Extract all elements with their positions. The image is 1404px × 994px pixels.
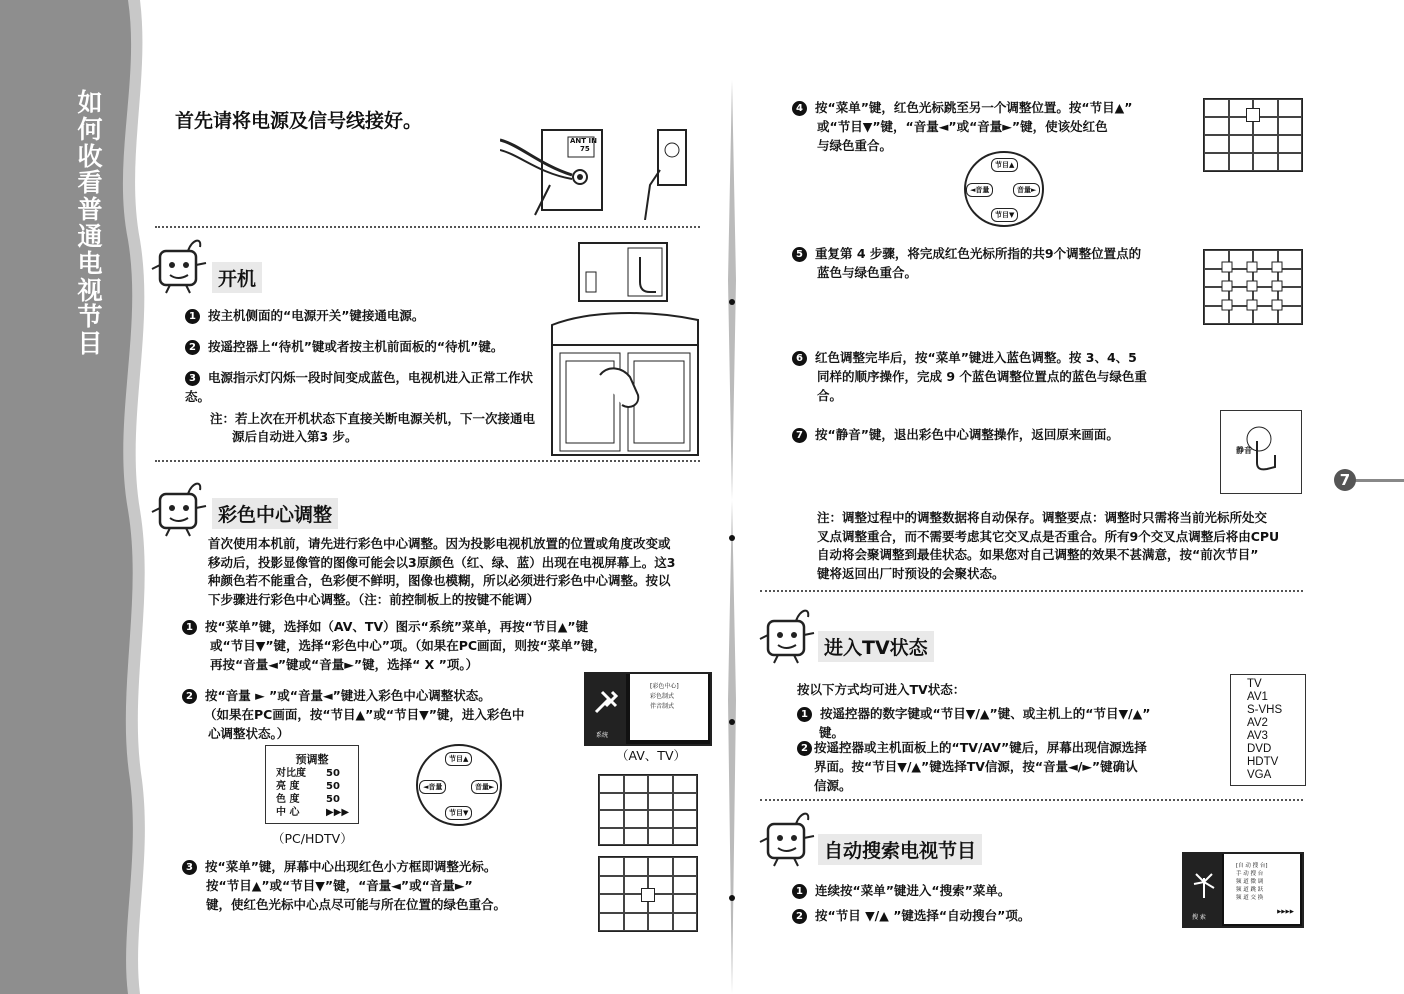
tv-mode-intro: 按以下方式均可进入TV状态： (797, 682, 966, 697)
power-step-2: 2 按遥控器上“待机”键或者按主机前面板的“待机”键。 (185, 337, 503, 356)
tv-cabinet-illustration (550, 305, 700, 460)
page-number-tab (1334, 469, 1404, 491)
source-item: HDTV (1247, 756, 1279, 768)
cursor-box (641, 888, 655, 902)
remote-dpad-illustration: 节目▲ 节目▼ ◄音量 音量► (963, 150, 1045, 228)
page-number: 7 (1334, 469, 1356, 491)
menu-item: [彩色中心] (650, 683, 679, 690)
sidebar-title-char: 收 (77, 141, 103, 171)
color-step-2: 2 按“音量 ► ”或“音量◄”键进入彩色中心调整状态。 （如果在PC画面，按“节目▲”或“节目▼”键，进入彩色中 心调整状态。） (182, 686, 524, 743)
menu-item: 频 道 交 换 (1236, 895, 1264, 901)
power-step-3: 3 电源指示灯闪烁一段时间变成蓝色，电视机进入正常工作状态。 (185, 370, 534, 404)
mascot-icon (758, 808, 818, 870)
mascot-icon (758, 605, 818, 667)
divider (760, 799, 1303, 801)
tools-icon (592, 688, 620, 716)
ant-label: ANT IN (570, 137, 597, 145)
tv-mode-step-2: 2 按遥控器或主机面板上的“TV/AV”键后，屏幕出现信源选择 界面。按“节目▼/▲”键选择TV信源，按“音量◄/►”键确认 信源。 (797, 738, 1147, 795)
search-menu-screen (1182, 852, 1304, 928)
power-step-1: 1 按主机侧面的“电源开关”键接通电源。 (185, 306, 424, 325)
source-item: AV3 (1247, 730, 1268, 742)
sidebar-title-char: 视 (77, 275, 103, 305)
sidebar-title (70, 90, 110, 358)
color-step-1: 1 按“菜单”键，选择如（AV、TV）图示“系统”菜单，再按“节目▲”键 或“节目▼”键，选择“彩色中心”项。（如果在PC画面，则按“菜单”键， 再按“音量◄”键或“音量►”键，选择“ X ”项。） (182, 617, 606, 674)
menu-item: [自 动 搜 台] (1236, 863, 1268, 869)
mascot-icon (150, 478, 210, 540)
color-step-3: 3 按“菜单”键，屏幕中心出现红色小方框即调整光标。 按“节目▲”或“节目▼”键，“音量◄”或“音量►” 键，使红色光标中心点尽可能与所在位置的绿色重合。 (182, 857, 506, 914)
menu-arrows: ▶▶▶▶ (1277, 909, 1294, 915)
mute-label: 静音 (1236, 446, 1252, 455)
antenna-icon (1192, 870, 1216, 900)
pc-adjust-menu: 预调整 对比度 50 亮 度 50 色 度 50 中 心 ▶▶▶ (265, 745, 359, 824)
source-item: VGA (1247, 769, 1272, 781)
source-list (1230, 674, 1306, 786)
color-center-intro: 首次使用本机前，请先进行彩色中心调整。因为投影电视机放置的位置或角度改变或 移动后，投影显像管的图像可能会以3原颜色（红、绿、蓝）出现在电视屏幕上。这3 种颜色若不能重合，色彩便不鲜明，图像也模糊，所以必须进行彩色中心调整。按以 下步骤进行彩色中心调整。（注：前控制板上的按键不能调） (208, 536, 676, 607)
color-step-4: 4 按“菜单”键，红色光标跳至另一个调整位置。按“节目▲” 或“节目▼”键，“音量◄”或“音量►”键，使该处红色 与绿色重合。 (792, 98, 1132, 155)
source-item: S-VHS (1247, 704, 1283, 716)
menu-item: 伴音制式 (650, 703, 675, 710)
menu-item: 频 道 微 调 (1236, 879, 1264, 885)
menu-footer: 搜 索 (1192, 914, 1206, 921)
menu-footer: 系统 (596, 732, 609, 739)
mute-button-illustration (1220, 410, 1302, 494)
convergence-note: 注：调整过程中的调整数据将自动保存。调整要点：调整时只需将当前光标所处交 叉点调整重合，而不需要考虑其它交叉点是否重合。所有9个交叉点调整后将由CPU 自动将会聚调整到最佳状态。如果您对自己调整的效果不甚满意，按“前次节目” 键将返回出厂时预设的会聚状态。 (817, 510, 1280, 581)
source-item: AV2 (1247, 717, 1268, 729)
source-item: TV (1247, 678, 1262, 690)
divider (155, 226, 700, 228)
sidebar-title-char: 目 (77, 329, 103, 359)
power-switch-illustration (578, 242, 668, 302)
system-menu-screen (584, 672, 712, 746)
section-title-color-center: 彩色中心调整 (212, 498, 338, 529)
menu-item: 频 道 跳 跃 (1236, 887, 1264, 893)
sidebar-title-char: 节 (77, 302, 103, 332)
power-note-line1: 注：若上次在开机状态下直接关断电源关机，下一次接通电 (210, 411, 536, 426)
pc-hdtv-caption: （PC/HDTV） (272, 831, 353, 846)
color-step-7: 7 按“静音”键，退出彩色中心调整操作，返回原来画面。 (792, 425, 1119, 444)
sidebar-title-char: 电 (77, 248, 103, 278)
tv-mode-step-1: 1 按遥控器的数字键或“节目▼/▲”键、或主机上的“节目▼/▲” 键。 (797, 704, 1150, 742)
color-step-5: 5 重复第 4 步骤，将完成红色光标所指的共9个调整位置点的 蓝色与绿色重合。 (792, 244, 1141, 282)
ant-sub: 75 (580, 145, 590, 153)
color-step-6: 6 红色调整完毕后，按“菜单”键进入蓝色调整。按 3、4、5 同样的顺序操作，完成 9 个蓝色调整位置点的蓝色与绿色重 合。 (792, 348, 1147, 405)
sidebar-title-char: 如 (77, 88, 103, 117)
adjust-grid (598, 774, 698, 846)
section-title-auto-search: 自动搜索电视节目 (818, 834, 982, 865)
section-title-tv-mode: 进入TV状态 (818, 631, 934, 662)
page-heading: 首先请将电源及信号线接好。 (175, 110, 423, 132)
auto-search-step-2: 2 按“节目 ▼/▲ ”键选择“自动搜台”项。 (792, 906, 1030, 925)
remote-dpad-illustration: 节目▲ 节目▼ ◄音量 音量► (415, 742, 503, 828)
power-note-line2: 源后自动进入第3 步。 (232, 429, 358, 444)
menu-item: 彩色制式 (650, 693, 675, 700)
sidebar-title-char: 通 (77, 221, 103, 251)
sidebar-title-char: 看 (77, 168, 103, 198)
av-tv-caption: （AV、TV） (616, 748, 686, 763)
divider (760, 590, 1303, 592)
menu-item: 手 动 搜 台 (1236, 871, 1264, 877)
divider (155, 460, 700, 462)
section-title-power: 开机 (212, 262, 262, 293)
source-item: DVD (1247, 743, 1272, 755)
center-divider (724, 80, 740, 994)
mascot-icon (150, 235, 210, 297)
auto-search-step-1: 1 连续按“菜单”键进入“搜索”菜单。 (792, 881, 1010, 900)
sidebar-title-char: 何 (77, 114, 103, 144)
source-item: AV1 (1247, 691, 1268, 703)
pc-menu-title: 预调整 (295, 753, 329, 766)
sidebar-title-char: 普 (77, 195, 103, 225)
cursor-boxes (1203, 249, 1301, 323)
antenna-connection-illustration (500, 125, 700, 220)
cursor-box (1246, 108, 1260, 122)
